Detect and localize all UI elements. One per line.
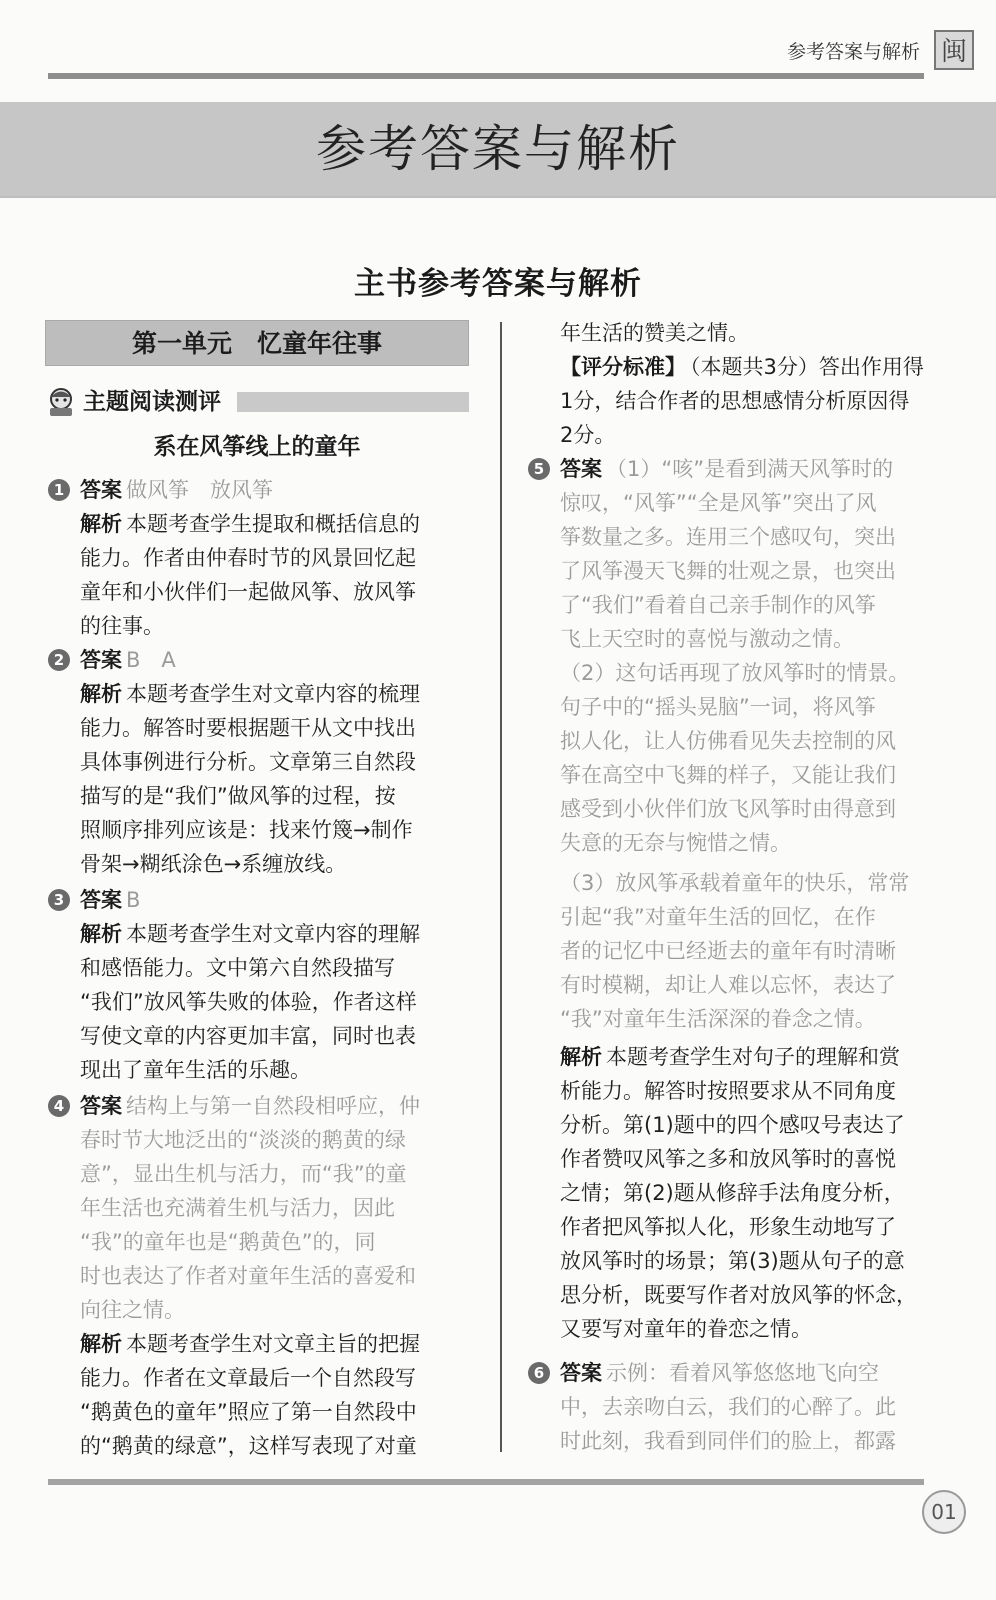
unit-header: [45, 320, 469, 366]
answer-line: 了风筝漫天飞舞的壮观之景，也突出: [560, 559, 896, 583]
answer-line: 拟人化，让人仿佛看见失去控制的风: [560, 729, 896, 753]
analysis-line: [80, 917, 470, 951]
answer-label: 答案: [80, 478, 122, 502]
analysis-line: [560, 1040, 952, 1074]
unit-title: 第一单元 忆童年往事: [131, 329, 382, 358]
analysis-line: 作者把风筝拟人化，形象生动地写了: [560, 1215, 896, 1239]
scoring-line: [560, 350, 952, 384]
analysis-line: 写使文章的内容更加丰富，同时也表: [80, 1024, 416, 1048]
answer-line: “我”对童年生活深深的眷念之情。: [560, 1007, 876, 1031]
analysis-line: 能力。作者在文章最后一个自然段写: [80, 1366, 416, 1390]
question-number: 4: [48, 1095, 70, 1117]
answer-line: [560, 1356, 952, 1390]
answer-line: 春时节大地泛出的“淡淡的鹅黄的绿: [80, 1128, 406, 1152]
answer-label: 答案: [560, 457, 602, 481]
analysis-line: 照顺序排列应该是：找来竹篾→制作: [80, 818, 413, 842]
section-header: [45, 384, 469, 420]
answer-line: 失意的无奈与惋惜之情。: [560, 831, 791, 855]
column-divider: [500, 322, 502, 1452]
question-number: 6: [528, 1362, 550, 1384]
answer-line: [80, 883, 470, 917]
bottom-rule: [48, 1479, 924, 1485]
answer-label: 答案: [80, 648, 122, 672]
analysis-line: 童年和小伙伴们一起做风筝、放风筝: [80, 580, 416, 604]
answer-line: [80, 473, 470, 507]
analysis-text: 本题考查学生对句子的理解和赏: [606, 1045, 900, 1069]
answer-line: [80, 1089, 470, 1123]
answer-line: 感受到小伙伴们放飞风筝时由得意到: [560, 797, 896, 821]
answer-line: 筝在高空中飞舞的样子，又能让我们: [560, 763, 896, 787]
analysis-line: 析能力。解答时按照要求从不同角度: [560, 1079, 896, 1103]
question-number: 3: [48, 889, 70, 911]
analysis-line: 和感悟能力。文中第六自然段描写: [80, 956, 395, 980]
answer-line: [80, 643, 470, 677]
analysis-label: 解析: [560, 1045, 602, 1069]
answer-label: 答案: [80, 888, 122, 912]
answer-line: 引起“我”对童年生活的回忆，在作: [560, 905, 876, 929]
analysis-line: 能力。作者由仲春时节的风景回忆起: [80, 546, 416, 570]
answer-line: 了“我们”看着自己亲手制作的风筝: [560, 593, 876, 617]
continued-line: 年生活的赞美之情。: [560, 321, 749, 345]
analysis-line: 现出了童年生活的乐趣。: [80, 1058, 311, 1082]
answer-line: 有时模糊，却让人难以忘怀，表达了: [560, 973, 896, 997]
answer-line: [560, 452, 952, 486]
answer-text: （1）“咳”是看到满天风筝时的: [606, 457, 894, 481]
analysis-line: 又要写对童年的眷恋之情。: [560, 1317, 812, 1341]
analysis-line: [80, 507, 470, 541]
analysis-line: 能力。解答时要根据题干从文中找出: [80, 716, 416, 740]
page-number: 01: [922, 1490, 966, 1534]
analysis-label: 解析: [80, 1332, 122, 1356]
answer-label: 答案: [80, 1094, 122, 1118]
running-header-label: 参考答案与解析: [786, 41, 920, 63]
answer-text: 做风筝 放风筝: [126, 478, 273, 502]
answer-line: 中，去亲吻白云，我们的心醉了。此: [560, 1395, 896, 1419]
reader-avatar-icon: [45, 386, 77, 418]
answer-line: 飞上天空时的喜悦与激动之情。: [560, 627, 854, 651]
analysis-line: 的“鹅黄的绿意”，这样写表现了对童: [80, 1434, 417, 1458]
section-title: 主题阅读测评: [83, 389, 221, 415]
article-title: 系在风筝线上的童年: [153, 434, 361, 460]
answer-line: （3）放风筝承载着童年的快乐，常常: [560, 871, 910, 895]
analysis-line: 的往事。: [80, 614, 164, 638]
analysis-line: 作者赞叹风筝之多和放风筝时的喜悦: [560, 1147, 896, 1171]
analysis-line: 描写的是“我们”做风筝的过程，按: [80, 784, 396, 808]
scoring-line: 1分，结合作者的思想感情分析原因得: [560, 389, 910, 413]
analysis-line: “鹅黄色的童年”照应了第一自然段中: [80, 1400, 417, 1424]
answer-line: 惊叹，“风筝”“全是风筝”突出了风: [560, 491, 877, 515]
answer-line: 时也表达了作者对童年生活的喜爱和: [80, 1264, 416, 1288]
answer-label: 答案: [560, 1361, 602, 1385]
analysis-text: 本题考查学生提取和概括信息的: [126, 512, 420, 536]
answer-line: “我”的童年也是“鹅黄色”的，同: [80, 1230, 376, 1254]
analysis-label: 解析: [80, 922, 122, 946]
analysis-label: 解析: [80, 682, 122, 706]
answer-text: 结构上与第一自然段相呼应，仲: [126, 1094, 420, 1118]
analysis-line: 放风筝时的场景；第(3)题从句子的意: [560, 1249, 905, 1273]
answer-line: 者的记忆中已经逝去的童年有时清晰: [560, 939, 896, 963]
question-number: 5: [528, 458, 550, 480]
answer-line: 句子中的“摇头晃脑”一词，将风筝: [560, 695, 876, 719]
analysis-line: 具体事例进行分析。文章第三自然段: [80, 750, 416, 774]
answer-line: （2）这句话再现了放风筝时的情景。: [560, 661, 910, 685]
main-title: 主书参考答案与解析: [354, 266, 642, 302]
analysis-label: 解析: [80, 512, 122, 536]
analysis-text: 本题考查学生对文章内容的理解: [126, 922, 420, 946]
analysis-line: 之情；第(2)题从修辞手法角度分析，: [560, 1181, 905, 1205]
analysis-text: 本题考查学生对文章主旨的把握: [126, 1332, 420, 1356]
answer-text: 示例：看着风筝悠悠地飞向空: [606, 1361, 879, 1385]
answer-line: 年生活也充满着生机与活力，因此: [80, 1196, 395, 1220]
section-bar: [237, 392, 469, 412]
analysis-line: 思分析，既要写作者对放风筝的怀念，: [560, 1283, 917, 1307]
analysis-line: [80, 677, 470, 711]
scoring-label: 【评分标准】: [560, 355, 686, 379]
answer-text: B A: [126, 648, 176, 672]
answer-line: 筝数量之多。连用三个感叹句，突出: [560, 525, 896, 549]
analysis-line: “我们”放风筝失败的体验，作者这样: [80, 990, 417, 1014]
scoring-line: 2分。: [560, 423, 616, 447]
answer-line: 向往之情。: [80, 1298, 185, 1322]
question-number: 2: [48, 649, 70, 671]
answer-text: B: [126, 888, 141, 912]
answer-line: 意”，显出生机与活力，而“我”的童: [80, 1162, 407, 1186]
banner-title: 参考答案与解析: [316, 120, 680, 178]
analysis-line: [80, 1327, 470, 1361]
analysis-line: 分析。第(1)题中的四个感叹号表达了: [560, 1113, 905, 1137]
question-number: 1: [48, 479, 70, 501]
region-badge: 闽: [934, 30, 974, 70]
scoring-text: （本题共3分）答出作用得: [690, 355, 924, 379]
answer-line: 时此刻，我看到同伴们的脸上，都露: [560, 1429, 896, 1453]
title-banner: [0, 102, 996, 198]
top-rule: [48, 73, 924, 79]
analysis-line: 骨架→糊纸涂色→系缠放线。: [80, 852, 347, 876]
analysis-text: 本题考查学生对文章内容的梳理: [126, 682, 420, 706]
